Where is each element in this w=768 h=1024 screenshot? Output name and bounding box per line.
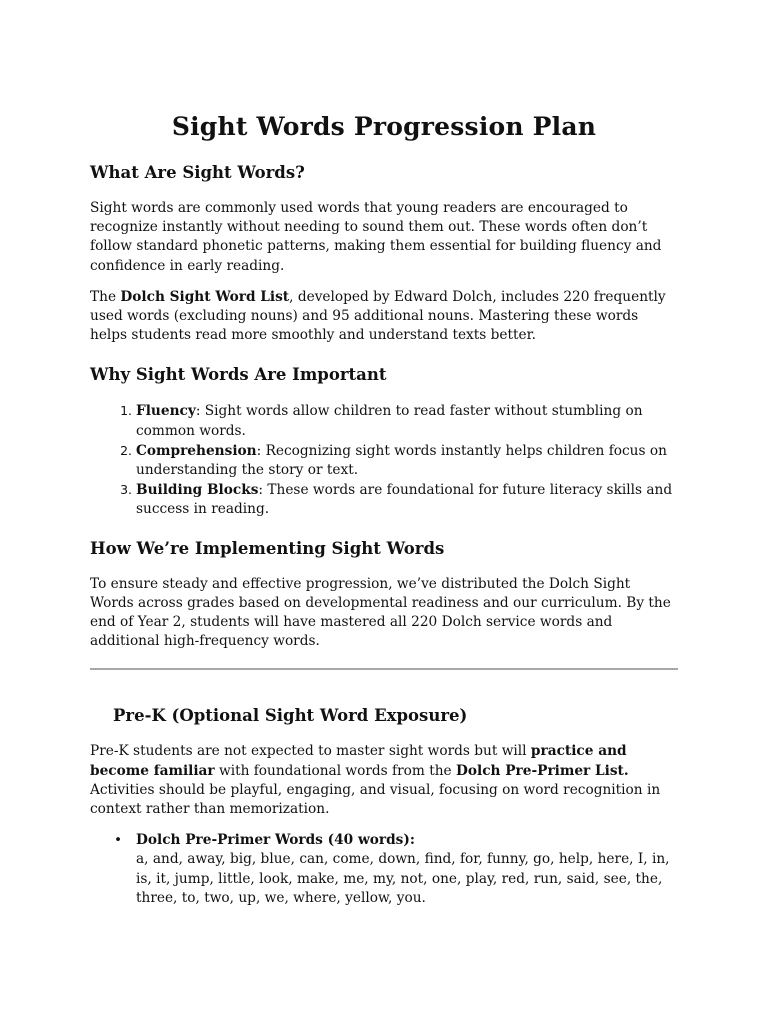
document-title: Sight Words Progression Plan bbox=[171, 112, 597, 141]
pre-primer-list bbox=[90, 831, 678, 908]
heading-how-implementing: How We’re Implementing Sight Words bbox=[90, 538, 445, 558]
paragraph-prek bbox=[90, 742, 678, 819]
bold-dolch-list: Dolch Sight Word List bbox=[120, 288, 290, 305]
list-item-text: : Recognizing sight words instantly helps children focus on understanding the story or text. bbox=[136, 442, 667, 479]
paragraph-dolch-list bbox=[90, 288, 678, 346]
importance-list bbox=[90, 401, 678, 519]
bullet-title: Dolch Pre-Primer Words (40 words): bbox=[136, 832, 415, 849]
text-run: Pre-K students are not expected to master sight words but will bbox=[90, 743, 531, 760]
paragraph-sight-words-definition: Sight words are commonly used words that young readers are encouraged to recognize instantly without needing to sound them out. These words often don’t follow standard phonetic patterns, making them essential for building fluency and confidence in early reading. bbox=[90, 200, 662, 274]
bold-practice: practice and become familiar bbox=[90, 743, 627, 779]
bullet-icon: • bbox=[114, 832, 123, 849]
list-item-comprehension bbox=[136, 441, 678, 480]
list-item-text: : Sight words allow children to read faster without stumbling on common words. bbox=[136, 403, 643, 439]
text-run: , developed by Edward Dolch, includes 220 frequently used words (excluding nouns) and 95 additional nouns. Mastering these words helps students read more smoothly and understand texts better. bbox=[90, 288, 666, 344]
heading-what-are-sight-words: What Are Sight Words? bbox=[90, 163, 305, 182]
list-item-term: Comprehension bbox=[136, 442, 257, 459]
text-run: Activities should be playful, engaging, and visual, focusing on word recognition in context rather than memorization. bbox=[90, 781, 661, 818]
bold-pre-primer-list: Dolch Pre-Primer List. bbox=[456, 762, 629, 779]
text-run: The bbox=[90, 288, 121, 305]
section-divider bbox=[90, 668, 678, 670]
list-item-text: : These words are foundational for future literacy skills and success in reading. bbox=[136, 482, 673, 518]
list-item-fluency bbox=[136, 401, 678, 440]
list-item-pre-primer-words bbox=[114, 831, 678, 908]
heading-prek: Pre-K (Optional Sight Word Exposure) bbox=[113, 706, 468, 726]
list-item-building-blocks bbox=[136, 480, 678, 519]
text-run: with foundational words from the bbox=[214, 762, 457, 779]
paragraph-implementation: To ensure steady and effective progression, we’ve distributed the Dolch Sight Words across grades based on developmental readiness and our curriculum. By the end of Year 2, students will have mastered all 220 Dolch service words and additional high-frequency words. bbox=[90, 575, 671, 650]
heading-why-important: Why Sight Words Are Important bbox=[90, 365, 387, 385]
list-item-term: Building Blocks bbox=[136, 482, 259, 499]
list-item-term: Fluency bbox=[136, 403, 196, 420]
bullet-words: a, and, away, big, blue, can, come, down, find, for, funny, go, help, here, I, in, is, it, jump, little, look, make, me, my, not, one, play, red, run, said, see, the, three, to, two, up, we, where, yellow, you. bbox=[136, 851, 670, 906]
